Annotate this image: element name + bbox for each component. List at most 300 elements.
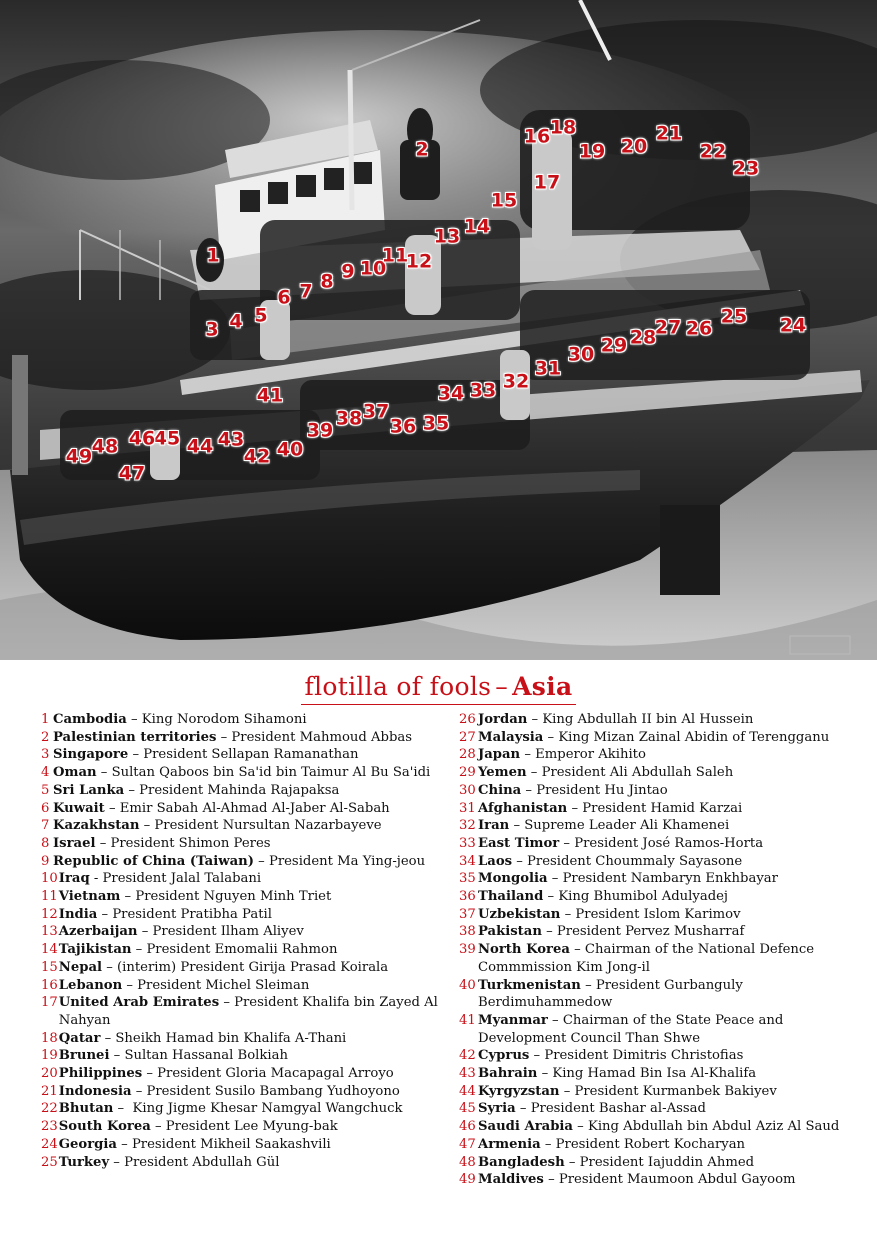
legend-entry [41,977,451,995]
legend-separator: – [150,1119,166,1135]
legend-text [59,994,451,1029]
legend-number: 17 [41,995,58,1011]
legend-country: South Korea [58,1119,151,1135]
legend-number: 16 [41,977,58,993]
legend-separator: – [100,1030,116,1046]
legend-number: 47 [459,1136,476,1152]
legend-country: India [58,906,98,922]
figure-marker: 35 [422,412,450,435]
legend-text [59,1047,451,1065]
legend-country: Uzbekistan [478,906,561,922]
title-main: flotilla of fools [304,672,492,701]
legend-number: 43 [459,1066,476,1082]
figure-marker: 6 [277,286,291,309]
legend-leader: President Ma Ying-jeou [268,853,426,869]
legend-separator: – [139,818,155,834]
legend-leader: President Mahinda Rajapaksa [139,782,340,798]
legend-separator: – [253,853,269,869]
figure-marker: 29 [600,334,628,357]
figure-marker: 40 [276,438,304,461]
legend-number: 42 [459,1048,476,1064]
legend-leader: President Shimon Peres [110,835,271,851]
legend-separator: – [580,977,596,993]
legend-text [478,1012,859,1047]
legend-number: 36 [459,889,476,905]
legend-separator: – [95,835,111,851]
legend-entry [41,853,451,871]
legend-separator: – [529,1048,545,1064]
legend-country: China [478,782,522,798]
legend-number: 27 [459,729,476,745]
legend-number: 30 [459,782,476,798]
legend-entry [41,1047,451,1065]
legend-separator: – [122,977,138,993]
figure-marker: 34 [437,382,465,405]
legend-number: 48 [459,1154,476,1170]
legend-country: United Arab Emirates [58,995,220,1011]
legend-entry [459,1154,859,1172]
legend-separator: – [527,712,543,727]
legend-number: 25 [41,1154,58,1170]
legend-separator: – [521,782,537,798]
legend-number: 26 [459,712,476,727]
legend-number: 32 [459,818,476,834]
legend-number: 21 [41,1083,58,1099]
figure-marker: 5 [254,304,268,327]
legend-entry [459,923,859,941]
legend-country: Lebanon [58,977,123,993]
legend-leader: Sultan Hassanal Bolkiah [124,1048,288,1064]
legend-leader: President José Ramos-Horta [574,835,764,851]
legend-country: Japan [478,747,521,763]
legend-country: Mongolia [478,871,548,887]
legend-entry [41,1083,451,1101]
legend-text [53,835,451,853]
legend-country: Bangladesh [478,1154,565,1170]
legend-country: East Timor [478,835,560,851]
legend-leader: President Pratibha Patil [112,906,272,922]
legend-leader: President Gloria Macapagal Arroyo [157,1066,394,1082]
title-block [0,672,877,705]
legend-country: Kazakhstan [53,818,140,834]
figure-marker: 4 [229,310,243,333]
legend-separator: - [89,871,103,887]
legend-entry [459,853,859,871]
legend-leader: President Jalal Talabani [102,871,262,887]
legend-number: 33 [459,835,476,851]
legend-text [59,959,451,977]
legend-leader: Sultan Qaboos bin Sa'id bin Taimur Al Bu Sa'idi [111,765,431,781]
legend-separator: – [564,1154,580,1170]
legend-separator: – [515,1101,531,1117]
legend-separator: – [142,1066,158,1082]
legend-entry [41,817,451,835]
legend-text [59,923,451,941]
legend-leader: (interim) President Girija Prasad Koirala [117,959,389,975]
legend-text [53,764,451,782]
legend-country: Nepal [58,959,103,975]
legend-entry [41,923,451,941]
legend-number: 24 [41,1136,58,1152]
legend-leader: President Hu Jintao [536,782,668,798]
legend-text [59,941,451,959]
legend-number: 39 [459,942,476,958]
legend-leader: President Ilham Aliyev [152,924,304,940]
legend-leader: Sheikh Hamad bin Khalifa A-Thani [115,1030,347,1046]
legend-separator: – [113,1101,133,1117]
legend-number: 12 [41,906,58,922]
legend-leader: President Hamid Karzai [582,800,743,816]
legend-separator: – [559,1083,575,1099]
legend-leader: President Kurmanbek Bakiyev [574,1083,777,1099]
legend-country: Bhutan [58,1101,114,1117]
legend-text [59,1083,451,1101]
legend-entry [41,800,451,818]
legend-entry [41,994,451,1029]
figure-marker: 37 [362,400,390,423]
figure-marker: 3 [205,318,219,341]
legend-leader: President Gurbanguly Berdimuhammedow [478,977,743,1011]
legend-leader: Emir Sabah Al-Ahmad Al-Jaber Al-Sabah [119,800,390,816]
legend-entry [459,1047,859,1065]
figure-marker: 33 [469,379,497,402]
legend-text [478,764,859,782]
legend-text [478,1154,859,1172]
legend-country: Laos [478,853,513,869]
legend-leader: President Pervez Musharraf [556,924,745,940]
legend-text [478,1136,859,1154]
legend-country: Maldives [478,1172,544,1188]
legend-separator: – [109,1154,125,1170]
figure-marker: 30 [567,343,595,366]
legend-leader: King Mizan Zainal Abidin of Terengganu [558,729,830,745]
legend-separator: – [109,1048,125,1064]
legend-separator: – [102,959,117,975]
legend-number: 28 [459,747,476,763]
legend-text [59,888,451,906]
legend-entry [41,1136,451,1154]
legend-number: 5 [41,782,50,798]
legend-number: 31 [459,800,476,816]
figure-marker: 23 [732,157,760,180]
legend-country: Kuwait [53,800,105,816]
legend-entry [459,764,859,782]
legend-country: Qatar [58,1030,101,1046]
legend-country: Vietnam [58,889,121,905]
legend-country: Cambodia [53,712,127,727]
legend-country: Singapore [53,747,129,763]
legend-text [478,835,859,853]
legend-entry [459,817,859,835]
legend-separator: – [543,1172,559,1188]
legend-entry [459,711,859,729]
figure-marker: 12 [405,250,433,273]
figure-marker: 15 [490,189,518,212]
legend-text [478,941,859,976]
legend-leader: Emperor Akihito [535,747,646,763]
legend-text [53,782,451,800]
legend-country: Oman [53,765,97,781]
legend-leader: President Iajuddin Ahmed [579,1154,755,1170]
figure-marker: 24 [779,314,807,337]
legend-text [478,977,859,1012]
legend-country: Myanmar [478,1012,548,1028]
legend-text [478,711,859,729]
legend-country: Cyprus [478,1048,530,1064]
figure-marker: 39 [306,419,334,442]
legend-leader: President Nursultan Nazarbayeve [154,818,382,834]
figure-marker: 27 [654,316,682,339]
legend-number: 19 [41,1048,58,1064]
legend-entry [41,959,451,977]
legend-text [478,1047,859,1065]
figure-marker: 45 [153,427,181,450]
legend-country: Sri Lanka [53,782,125,798]
legend-text [478,1083,859,1101]
figure-marker: 18 [549,116,577,139]
legend-number: 40 [459,977,476,993]
legend-country: Tajikistan [58,942,132,958]
legend-leader: King Norodom Sihamoni [141,712,307,727]
legend-country: Turkmenistan [478,977,581,993]
legend-leader: King Bhumibol Adulyadej [558,889,729,905]
legend-separator: – [512,853,528,869]
legend-text [59,906,451,924]
legend-country: Thailand [478,889,544,905]
legend-leader: President Susilo Bambang Yudhoyono [146,1083,400,1099]
legend-leader: President Bashar al-Assad [530,1101,706,1117]
legend-number: 7 [41,818,50,834]
legend-text [59,1118,451,1136]
legend-country: Yemen [478,765,527,781]
legend-number: 18 [41,1030,58,1046]
legend-country: Malaysia [478,729,544,745]
legend-leader: King Abdullah II bin Al Hussein [542,712,754,727]
legend-number: 23 [41,1119,58,1135]
legend-country: Republic of China (Taiwan) [53,853,254,869]
legend-text [59,1154,451,1172]
legend-leader: Chairman of the State Peace and Development Council Than Shwe [478,1012,784,1046]
legend-separator: – [137,924,153,940]
legend-country: Israel [53,835,96,851]
legend-separator: – [547,1012,563,1028]
legend-country: Bahrain [478,1066,538,1082]
legend-number: 1 [41,712,50,727]
legend-separator: – [543,729,559,745]
legend-country: Turkey [58,1154,110,1170]
legend-number: 49 [459,1172,476,1188]
legend-number: 37 [459,906,476,922]
legend-separator: – [543,889,559,905]
legend-country: Kyrgyzstan [478,1083,560,1099]
figure-marker: 32 [502,370,530,393]
legend-number: 22 [41,1101,58,1117]
legend-separator: – [96,765,112,781]
legend-entry [41,888,451,906]
legend-text [478,729,859,747]
legend-entry [41,1065,451,1083]
legend-entry [459,1065,859,1083]
legend-number: 41 [459,1012,476,1028]
legend-separator: – [560,906,576,922]
legend-separator: – [572,1119,588,1135]
legend-country: Syria [478,1101,516,1117]
legend-country: Iraq [58,871,90,887]
legend-entry [459,1136,859,1154]
legend-entry [459,729,859,747]
legend-number: 14 [41,942,58,958]
legend-left-column [41,711,451,1171]
legend-country: Armenia [478,1136,541,1152]
page-title [301,672,577,705]
figure-marker: 48 [91,435,119,458]
legend-text [59,1136,451,1154]
title-region: Asia [512,672,573,701]
legend-entry [459,835,859,853]
legend-number: 11 [41,889,58,905]
legend-number: 46 [459,1119,476,1135]
figure-marker: 28 [629,326,657,349]
figure-marker: 21 [655,122,683,145]
legend-entry [41,835,451,853]
figure-marker: 17 [533,171,561,194]
legend-separator: – [131,942,147,958]
legend-separator: – [126,712,142,727]
legend-country: Georgia [58,1136,117,1152]
legend-text [478,870,859,888]
legend-entry [459,1118,859,1136]
figure-marker: 20 [620,135,648,158]
legend-separator: – [541,924,557,940]
legend-country: Palestinian territories [53,729,217,745]
legend-separator: – [120,889,136,905]
legend-text [478,853,859,871]
legend-number: 44 [459,1083,476,1099]
legend-text [53,800,451,818]
legend-text [478,746,859,764]
legend-country: North Korea [478,942,570,958]
legend-entry [459,870,859,888]
legend-number: 45 [459,1101,476,1117]
legend-leader: President Dimitris Christofias [544,1048,744,1064]
legend-leader: President Mahmoud Abbas [231,729,413,745]
figure-marker: 42 [243,445,271,468]
legend-text [478,888,859,906]
figure-marker: 14 [463,215,491,238]
legend-text [53,729,451,747]
legend-entry [41,870,451,888]
figure-marker: 16 [523,125,551,148]
legend-number: 34 [459,853,476,869]
figure-marker: 43 [217,428,245,451]
figure-marker: 49 [65,445,93,468]
legend-separator: – [116,1136,132,1152]
figure-marker: 31 [534,357,562,380]
legend-separator: – [559,835,575,851]
legend-entry [41,1154,451,1172]
legend-entry [459,1171,859,1189]
figure-marker: 9 [341,260,355,283]
legend-number: 29 [459,765,476,781]
legend-text [59,1100,451,1118]
figure-marker: 8 [320,270,334,293]
legend-text [59,1065,451,1083]
legend-leader: President Lee Myung-bak [165,1119,338,1135]
legend-number: 2 [41,729,50,745]
legend-country: Afghanistan [478,800,568,816]
legend-number: 4 [41,765,50,781]
legend-text [478,800,859,818]
legend-leader: Chairman of the National Defence Commmission Kim Jong-il [478,942,815,975]
figure-marker: 44 [186,435,214,458]
legend-number: 13 [41,924,58,940]
legend-country: Pakistan [478,924,542,940]
legend-leader: King Abdullah bin Abdul Aziz Al Saud [587,1119,840,1135]
legend-leader: President Maumoon Abdul Gayoom [558,1172,796,1188]
legend-entry [459,906,859,924]
legend-text [478,1118,859,1136]
legend-text [53,711,451,729]
figure-marker: 25 [720,305,748,328]
legend-leader: President Sellapan Ramanathan [143,747,359,763]
legend-leader: President Mikheil Saakashvili [131,1136,331,1152]
figure-marker: 1 [206,244,220,267]
legend-country: Jordan [478,712,528,727]
figure-marker: 11 [381,244,409,267]
legend-country: Indonesia [58,1083,132,1099]
legend-leader: President Ali Abdullah Saleh [541,765,734,781]
legend-leader: President Choummaly Sayasone [527,853,743,869]
legend-text [478,1065,859,1083]
legend-separator: – [547,871,563,887]
figure-marker: 19 [578,140,606,163]
legend-leader: President Islom Karimov [575,906,741,922]
figure-marker: 47 [118,462,146,485]
legend-entry [459,800,859,818]
legend-leader: President Robert Kocharyan [555,1136,746,1152]
legend-country: Azerbaijan [58,924,138,940]
legend-text [478,1100,859,1118]
legend-entry [459,888,859,906]
figure-marker: 38 [335,407,363,430]
legend-separator: – [219,995,235,1011]
legend-entry [41,764,451,782]
legend-text [53,817,451,835]
legend-text [53,746,451,764]
figure-marker: 10 [359,257,387,280]
legend-entry [41,906,451,924]
legend-leader: President Nambaryn Enkhbayar [562,871,778,887]
legend-separator: – [216,729,232,745]
legend-entry [41,711,451,729]
legend-entry [459,977,859,1012]
legend-leader: King Jigme Khesar Namgyal Wangchuck [132,1101,403,1117]
legend-leader: Supreme Leader Ali Khamenei [524,818,730,834]
legend-text [478,817,859,835]
legend-entry [459,1012,859,1047]
legend-number: 20 [41,1066,58,1082]
legend-separator: – [509,818,525,834]
legend-separator: – [540,1136,556,1152]
legend-number: 35 [459,871,476,887]
legend-text [478,906,859,924]
legend-country: Saudi Arabia [478,1119,573,1135]
figure-marker: 7 [299,280,313,303]
figure-marker: 26 [685,317,713,340]
legend-number: 6 [41,800,50,816]
legend-text [478,923,859,941]
legend-separator: – [97,906,113,922]
